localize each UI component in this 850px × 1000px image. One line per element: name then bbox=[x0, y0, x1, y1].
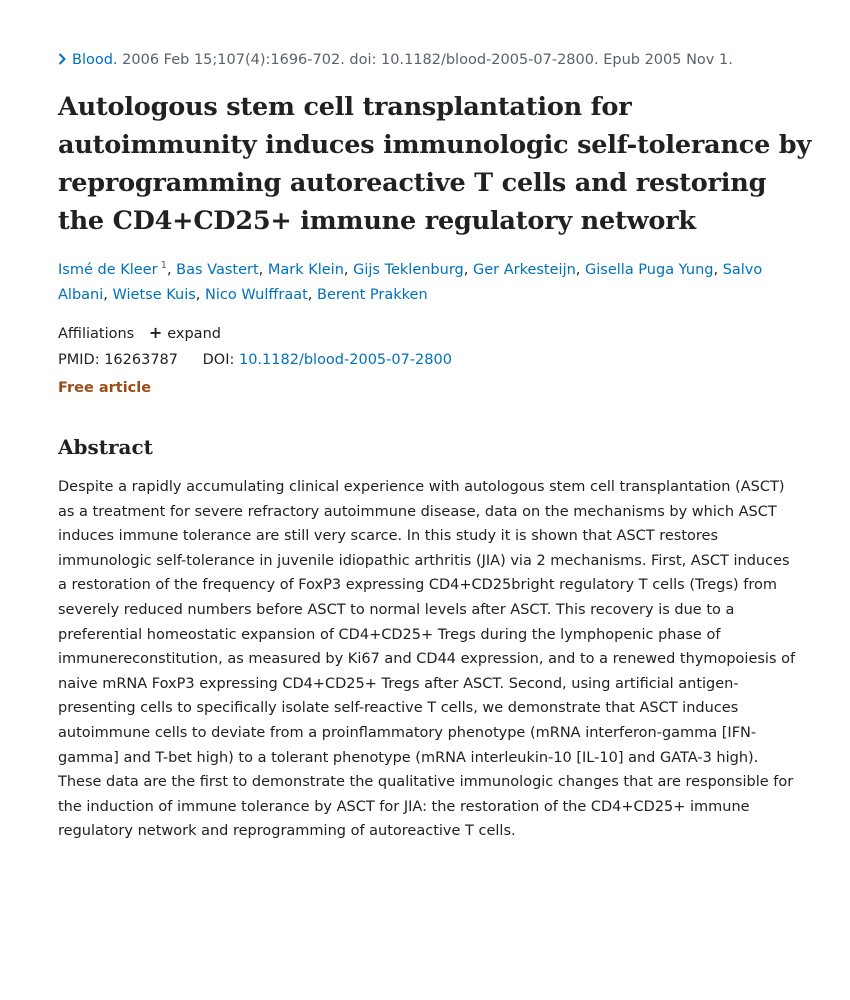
expand-affiliations-button[interactable] bbox=[148, 323, 221, 342]
author-separator: , bbox=[103, 287, 113, 303]
author-link[interactable]: Ger Arkesteijn bbox=[472, 262, 576, 278]
author-link[interactable]: Wietse Kuis bbox=[112, 287, 196, 303]
author-separator: , bbox=[166, 262, 177, 278]
author-link[interactable]: Salvo Albani bbox=[58, 262, 763, 303]
pmid-label: PMID: bbox=[58, 352, 100, 368]
affiliations-row bbox=[58, 322, 221, 345]
expand-label: expand bbox=[167, 326, 221, 342]
article-title: Autologous stem cell transplantation for autoimmunity induces immunologic self-tolerance by reprogramming autoreactive T cells and restoring the CD4+CD25+ immune regulatory network bbox=[58, 92, 812, 236]
author-separator: , bbox=[258, 262, 268, 278]
doi-label: DOI: bbox=[202, 352, 235, 368]
doi-link[interactable]: 10.1182/blood-2005-07-2800 bbox=[238, 352, 452, 368]
author-link[interactable]: Nico Wulffraat bbox=[205, 287, 308, 303]
citation-line bbox=[58, 50, 733, 70]
authors-list bbox=[58, 258, 798, 308]
author-link[interactable]: Bas Vastert bbox=[176, 262, 259, 278]
author-separator: , bbox=[195, 287, 206, 303]
author-link[interactable]: Mark Klein bbox=[267, 262, 344, 278]
plus-icon: + bbox=[148, 323, 163, 342]
author-link[interactable]: Gisella Puga Yung bbox=[585, 262, 714, 278]
author-separator: , bbox=[307, 287, 318, 303]
pmid-value: 16263787 bbox=[104, 352, 179, 368]
author-link[interactable]: Berent Prakken bbox=[317, 287, 428, 303]
author-separator: , bbox=[343, 262, 354, 278]
author-separator: , bbox=[575, 262, 586, 278]
abstract-heading: Abstract bbox=[58, 435, 153, 459]
identifiers-row bbox=[58, 349, 452, 371]
author-separator: , bbox=[463, 262, 473, 278]
affiliation-number[interactable]: 1 bbox=[160, 260, 167, 271]
author-link[interactable]: Gijs Teklenburg bbox=[353, 262, 464, 278]
chevron-right-icon[interactable] bbox=[58, 50, 72, 70]
author-link[interactable]: Ismé de Kleer bbox=[58, 262, 158, 278]
citation-details: 2006 Feb 15;107(4):1696-702. doi: 10.1182/blood-2005-07-2800. Epub 2005 Nov 1. bbox=[117, 52, 733, 68]
free-article-badge: Free article bbox=[58, 380, 152, 396]
journal-link[interactable]: Blood. bbox=[72, 52, 118, 68]
affiliations-label: Affiliations bbox=[58, 326, 135, 342]
abstract-text: Despite a rapidly accumulating clinical experience with autologous stem cell transplantation (ASCT) as a treatment for severe refractory autoimmune disease, data on the mechanisms by which ASCT induces immune tolerance are still very scarce. In this study it is shown that ASCT restores immunologic self-tolerance in juvenile idiopathic arthritis (JIA) via 2 mechanisms. First, ASCT induces a restoration of the frequency of FoxP3 expressing CD4+CD25bright regulatory T cells (Tregs) from severely reduced numbers before ASCT to normal levels after ASCT. This recovery is due to a preferential homeostatic expansion of CD4+CD25+ Tregs during the lymphopenic phase of immunereconstitution, as measured by Ki67 and CD44 expression, and to a renewed thymopoiesis of naive mRNA FoxP3 expressing CD4+CD25+ Tregs after ASCT. Second, using artificial antigen-presenting cells to specifically isolate self-reactive T cells, we demonstrate that ASCT induces autoimmune cells to deviate from a proinflammatory phenotype (mRNA interferon-gamma [IFN-gamma] and T-bet high) to a tolerant phenotype (mRNA interleukin-10 [IL-10] and GATA-3 high). These data are the first to demonstrate the qualitative immunologic changes that are responsible for the induction of immune tolerance by ASCT for JIA: the restoration of the CD4+CD25+ immune regulatory network and reprogramming of autoreactive T cells. bbox=[58, 479, 796, 840]
author-separator: , bbox=[713, 262, 723, 278]
